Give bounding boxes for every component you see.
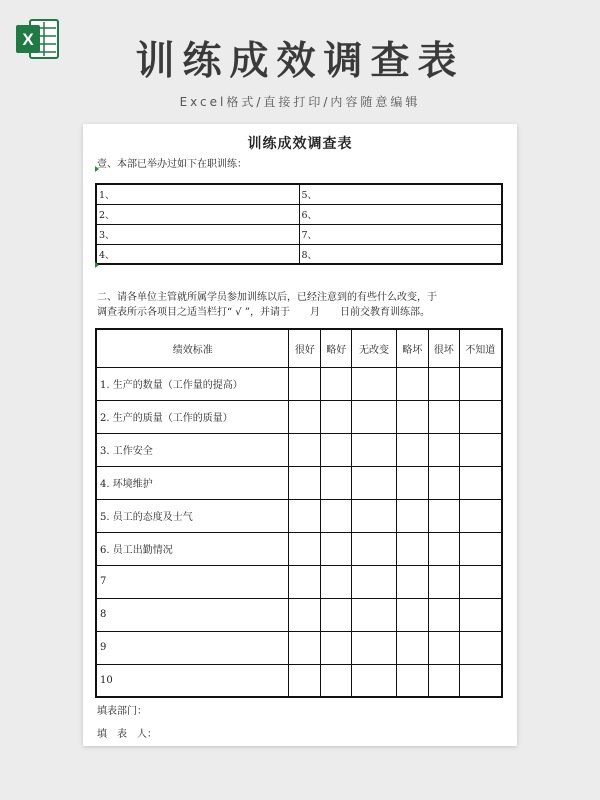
rating-cell[interactable] xyxy=(289,565,321,598)
training-list-row xyxy=(96,184,502,204)
training-item-cell[interactable]: 2、 xyxy=(96,204,299,224)
rating-cell[interactable] xyxy=(352,565,397,598)
training-item-cell[interactable]: 3、 xyxy=(96,224,299,244)
criteria-row xyxy=(96,400,502,433)
header-rating: 很好 xyxy=(289,329,321,367)
evaluation-table xyxy=(95,328,503,698)
cell-marker-icon xyxy=(95,262,99,268)
rating-cell[interactable] xyxy=(459,664,502,697)
footer-person: 填 表 人： xyxy=(97,729,157,740)
rating-cell[interactable] xyxy=(321,565,352,598)
rating-cell[interactable] xyxy=(289,664,321,697)
header-rating: 略好 xyxy=(321,329,352,367)
rating-cell[interactable] xyxy=(321,433,352,466)
rating-cell[interactable] xyxy=(428,367,459,400)
cell-marker-icon xyxy=(95,166,99,172)
section2-line1: 二、请各单位主管就所属学员参加训练以后，已经注意到的有些什么改变，于 xyxy=(97,292,437,303)
rating-cell[interactable] xyxy=(396,466,428,499)
header-rating: 很坏 xyxy=(428,329,459,367)
rating-cell[interactable] xyxy=(289,598,321,631)
rating-cell[interactable] xyxy=(396,532,428,565)
rating-cell[interactable] xyxy=(459,367,502,400)
document-sheet xyxy=(83,124,517,746)
rating-cell[interactable] xyxy=(321,466,352,499)
training-item-cell[interactable]: 5、 xyxy=(299,184,502,204)
rating-cell[interactable] xyxy=(352,499,397,532)
rating-cell[interactable] xyxy=(321,499,352,532)
header-criteria: 绩效标准 xyxy=(96,329,289,367)
rating-cell[interactable] xyxy=(428,598,459,631)
rating-cell[interactable] xyxy=(428,631,459,664)
rating-cell[interactable] xyxy=(352,466,397,499)
header-rating: 无改变 xyxy=(352,329,397,367)
criteria-row xyxy=(96,466,502,499)
rating-cell[interactable] xyxy=(352,664,397,697)
header-rating: 不知道 xyxy=(459,329,502,367)
criteria-label: 9 xyxy=(96,631,289,664)
rating-cell[interactable] xyxy=(352,400,397,433)
training-item-cell[interactable]: 6、 xyxy=(299,204,502,224)
criteria-label: 4. 环境维护 xyxy=(96,466,289,499)
criteria-label: 1. 生产的数量（工作量的提高） xyxy=(96,367,289,400)
rating-cell[interactable] xyxy=(396,598,428,631)
criteria-row xyxy=(96,433,502,466)
criteria-label: 2. 生产的质量（工作的质量） xyxy=(96,400,289,433)
training-list-table xyxy=(95,183,503,265)
training-list-row xyxy=(96,204,502,224)
rating-cell[interactable] xyxy=(396,499,428,532)
rating-cell[interactable] xyxy=(321,664,352,697)
criteria-row xyxy=(96,565,502,598)
criteria-row xyxy=(96,532,502,565)
rating-cell[interactable] xyxy=(352,631,397,664)
header-rating: 略坏 xyxy=(396,329,428,367)
footer-department: 填表部门： xyxy=(97,706,147,717)
criteria-label: 7 xyxy=(96,565,289,598)
document-title: 训练成效调查表 xyxy=(247,136,353,152)
training-item-cell[interactable]: 4、 xyxy=(96,244,299,264)
criteria-row xyxy=(96,664,502,697)
rating-cell[interactable] xyxy=(321,367,352,400)
rating-cell[interactable] xyxy=(352,532,397,565)
rating-cell[interactable] xyxy=(428,532,459,565)
criteria-label: 8 xyxy=(96,598,289,631)
rating-cell[interactable] xyxy=(459,466,502,499)
criteria-row xyxy=(96,631,502,664)
rating-cell[interactable] xyxy=(459,532,502,565)
rating-cell[interactable] xyxy=(352,433,397,466)
rating-cell[interactable] xyxy=(396,631,428,664)
page-subtitle: Excel格式/直接打印/内容随意编辑 xyxy=(179,95,421,109)
rating-cell[interactable] xyxy=(428,433,459,466)
section2-line2: 调查表所示各项目之适当栏打“ √ ”，并请于 月 日前交教育训练部。 xyxy=(97,307,430,318)
training-list-row xyxy=(96,224,502,244)
training-item-cell[interactable]: 8、 xyxy=(299,244,502,264)
rating-cell[interactable] xyxy=(352,598,397,631)
rating-cell[interactable] xyxy=(428,466,459,499)
rating-cell[interactable] xyxy=(459,433,502,466)
rating-cell[interactable] xyxy=(321,532,352,565)
rating-cell[interactable] xyxy=(459,499,502,532)
training-item-cell[interactable]: 7、 xyxy=(299,224,502,244)
rating-cell[interactable] xyxy=(289,532,321,565)
rating-cell[interactable] xyxy=(352,367,397,400)
rating-cell[interactable] xyxy=(396,433,428,466)
rating-cell[interactable] xyxy=(289,367,321,400)
rating-cell[interactable] xyxy=(428,664,459,697)
training-item-cell[interactable]: 1、 xyxy=(96,184,299,204)
rating-cell[interactable] xyxy=(396,367,428,400)
rating-cell[interactable] xyxy=(396,565,428,598)
criteria-label: 5. 员工的态度及士气 xyxy=(96,499,289,532)
rating-cell[interactable] xyxy=(289,433,321,466)
rating-cell[interactable] xyxy=(289,631,321,664)
page-title: 训练成效调查表 xyxy=(135,39,465,84)
rating-cell[interactable] xyxy=(459,631,502,664)
training-list-row xyxy=(96,244,502,264)
section2-instructions xyxy=(97,290,505,320)
rating-cell[interactable] xyxy=(396,400,428,433)
rating-cell[interactable] xyxy=(396,664,428,697)
rating-cell[interactable] xyxy=(321,598,352,631)
criteria-label: 6. 员工出勤情况 xyxy=(96,532,289,565)
criteria-row xyxy=(96,367,502,400)
criteria-row xyxy=(96,499,502,532)
rating-cell[interactable] xyxy=(428,400,459,433)
rating-cell[interactable] xyxy=(289,400,321,433)
rating-cell[interactable] xyxy=(289,499,321,532)
rating-cell[interactable] xyxy=(459,565,502,598)
criteria-label: 3. 工作安全 xyxy=(96,433,289,466)
criteria-label: 10 xyxy=(96,664,289,697)
svg-text:X: X xyxy=(22,30,34,49)
section1-heading: 壹、本部已举办过如下在职训练： xyxy=(97,159,247,170)
rating-cell[interactable] xyxy=(459,400,502,433)
rating-cell[interactable] xyxy=(428,565,459,598)
rating-cell[interactable] xyxy=(459,598,502,631)
rating-cell[interactable] xyxy=(289,466,321,499)
rating-cell[interactable] xyxy=(321,631,352,664)
rating-cell[interactable] xyxy=(321,400,352,433)
criteria-row xyxy=(96,598,502,631)
rating-cell[interactable] xyxy=(428,499,459,532)
